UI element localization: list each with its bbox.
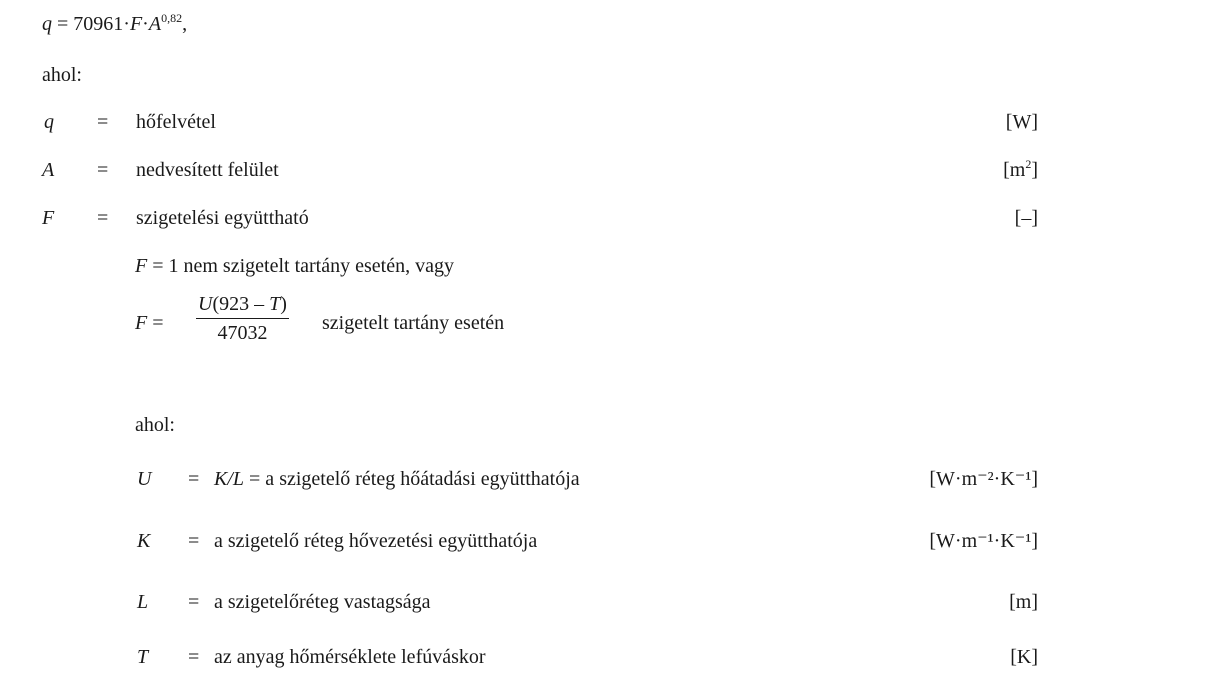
formula-tail: , bbox=[182, 13, 188, 35]
def-equals: = bbox=[97, 207, 109, 229]
subdef-equals: = bbox=[188, 646, 200, 668]
f-symbol bbox=[135, 311, 164, 335]
unit-tail: ] bbox=[1031, 159, 1038, 181]
num-close: ) bbox=[280, 293, 287, 315]
def-unit bbox=[990, 110, 1038, 134]
num-t: T bbox=[269, 293, 281, 315]
ahol-label-2: ahol: bbox=[135, 414, 175, 436]
main-formula bbox=[42, 12, 187, 36]
desc-italic: K/L bbox=[214, 468, 245, 490]
subdef-symbol: U bbox=[137, 468, 152, 490]
unit-text: [–] bbox=[1014, 207, 1038, 229]
def-description: szigetelési együttható bbox=[136, 207, 309, 229]
subdef-symbol: K bbox=[137, 530, 151, 552]
subdef-unit: [W·m⁻¹·K⁻¹] bbox=[929, 530, 1038, 552]
subdef-equals: = bbox=[188, 591, 200, 613]
def-description: hőfelvétel bbox=[136, 111, 216, 133]
subdef-unit: [m] bbox=[1009, 591, 1038, 613]
unit-sup: 2 bbox=[1025, 157, 1032, 171]
f-case-text: szigetelt tartány esetén bbox=[322, 312, 505, 334]
formula-lhs: q bbox=[42, 13, 52, 35]
formula-dot: · bbox=[142, 13, 149, 35]
subdef-unit: [W·m⁻²·K⁻¹] bbox=[929, 468, 1038, 490]
f-letter: F bbox=[135, 312, 148, 334]
fraction-denominator: 47032 bbox=[217, 322, 268, 344]
fraction bbox=[196, 292, 289, 345]
unit-text: [m bbox=[1003, 159, 1026, 181]
f-case-uninsulated bbox=[135, 254, 454, 278]
desc-text: = a szigetelő réteg hőátadási együtthatója bbox=[244, 468, 580, 490]
subdef-unit: [K] bbox=[1010, 646, 1038, 668]
subdef-symbol: T bbox=[137, 646, 149, 668]
def-symbol: F bbox=[42, 207, 55, 229]
def-equals: = bbox=[97, 111, 109, 133]
def-symbol: q bbox=[44, 111, 54, 133]
num-rest: (923 – bbox=[212, 293, 270, 315]
formula-a: A bbox=[148, 13, 162, 35]
unit-text: [W] bbox=[1005, 111, 1038, 133]
num-u: U bbox=[198, 293, 213, 315]
subdef-description: a szigetelőréteg vastagsága bbox=[214, 591, 431, 613]
def-unit bbox=[990, 206, 1038, 230]
f-symbol: F bbox=[135, 255, 148, 277]
fraction-numerator bbox=[196, 292, 289, 319]
subdef-equals: = bbox=[188, 468, 200, 490]
subdef-description bbox=[214, 467, 580, 491]
def-symbol: A bbox=[42, 159, 55, 181]
def-description: nedvesített felület bbox=[136, 159, 279, 181]
formula-eq: = bbox=[52, 13, 74, 35]
ahol-label-1: ahol: bbox=[42, 64, 82, 86]
subdef-description: az anyag hőmérséklete lefúváskor bbox=[214, 646, 486, 668]
subdef-symbol: L bbox=[137, 591, 149, 613]
f-case-text: = 1 nem szigetelt tartány esetén, vagy bbox=[147, 255, 454, 277]
subdef-equals: = bbox=[188, 530, 200, 552]
def-unit bbox=[970, 158, 1038, 182]
def-equals: = bbox=[97, 159, 109, 181]
formula-f: F bbox=[129, 13, 143, 35]
formula-exponent: 0,82 bbox=[161, 11, 183, 25]
formula-coef: 70961· bbox=[73, 13, 130, 35]
f-equals: = bbox=[147, 312, 164, 334]
subdef-description: a szigetelő réteg hővezetési együtthatója bbox=[214, 530, 538, 552]
